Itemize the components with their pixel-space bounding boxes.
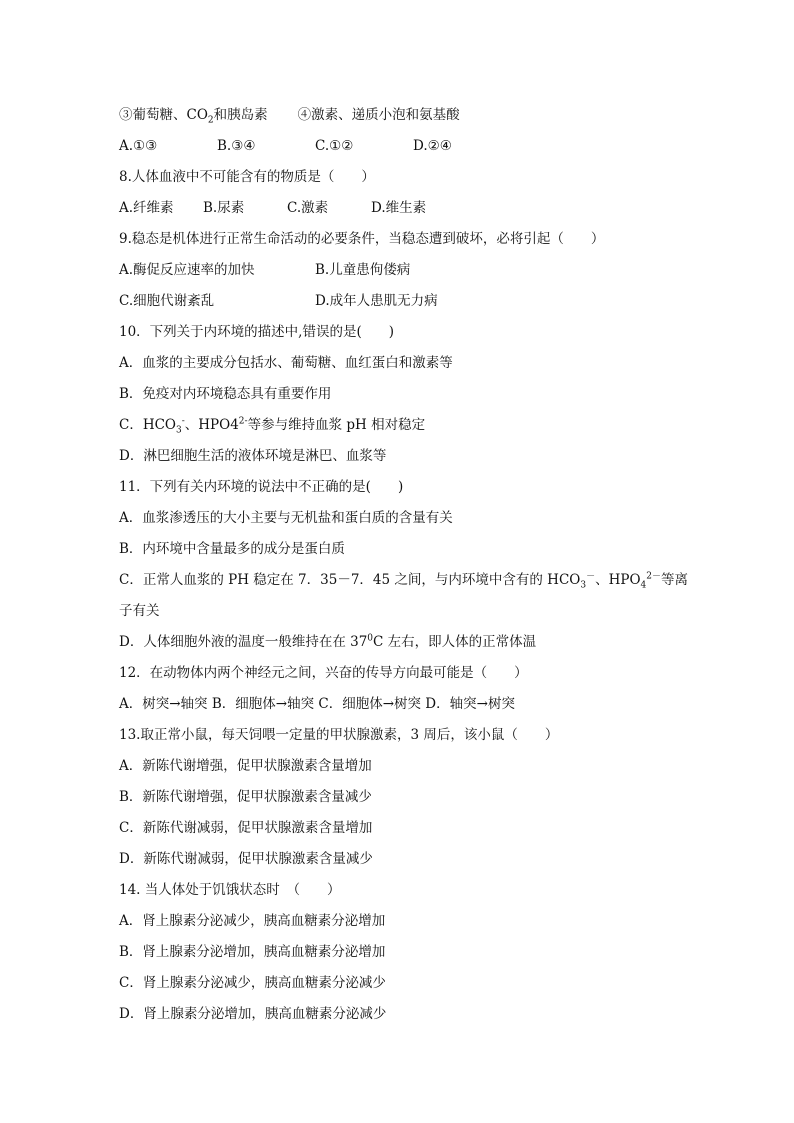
q9-answer-choices-row2 — [119, 286, 679, 317]
choice-d: D.②④ — [413, 138, 452, 154]
q9-stem: 9.稳态是机体进行正常生命活动的必要条件，当稳态遭到破坏，必将引起（ ） — [119, 231, 605, 247]
q8-answer-choices — [119, 193, 679, 224]
q7-options-row-2: ③葡萄糖、$CO_2$和胰岛素 ④激素、递质小泡和氨基酸 — [119, 107, 460, 126]
q14-choice-a: A．肾上腺素分泌减少，胰高血糖素分泌增加 — [119, 913, 386, 929]
q13-choice-d: D．新陈代谢减弱，促甲状腺激素含量减少 — [119, 851, 373, 867]
choice-a: A.纤维素 — [119, 200, 174, 216]
q10-stem: 10．下列关于内环境的描述中,错误的是( ) — [119, 324, 395, 340]
choice-d: D.维生素 — [371, 200, 427, 216]
q11-choice-c: C．正常人血浆的 PH 稳定在 7．35－7．45 之间，与内环境中含有的 $HCO_3^-$、$HPO_4^{2-}$等离 — [119, 571, 689, 591]
choice-b: B.儿童患佝偻病 — [315, 262, 411, 278]
q11-choice-b: B．内环境中含量最多的成分是蛋白质 — [119, 541, 345, 557]
choice-b: B.尿素 — [203, 200, 245, 216]
q14-choice-c: C．肾上腺素分泌减少，胰高血糖素分泌减少 — [119, 975, 386, 991]
q10-choice-d: D．淋巴细胞生活的液体环境是淋巴、血浆等 — [119, 448, 387, 464]
q8-stem: 8.人体血液中不可能含有的物质是（ ） — [119, 169, 375, 185]
q7-answer-choices — [119, 131, 679, 162]
q12-answer-choices: A．树突→轴突 B．细胞体→轴突 C．细胞体→树突 D．轴突→树突 — [119, 696, 515, 712]
choice-d: D.成年人患肌无力病 — [315, 293, 438, 309]
q11-choice-a: A．血浆渗透压的大小主要与无机盐和蛋白质的含量有关 — [119, 510, 453, 526]
q13-stem: 13.取正常小鼠，每天饲喂一定量的甲状腺激素，3 周后，该小鼠（ ） — [119, 727, 559, 743]
q11-choice-c-continued: 子有关 — [119, 603, 160, 619]
choice-a: A.酶促反应速率的加快 — [119, 262, 255, 278]
q10-choice-a: A．血浆的主要成分包括水、葡萄糖、血红蛋白和激素等 — [119, 355, 453, 371]
question-list — [119, 100, 689, 1030]
q10-choice-b: B．免疫对内环境稳态具有重要作用 — [119, 386, 332, 402]
q13-choice-c: C．新陈代谢减弱，促甲状腺激素含量增加 — [119, 820, 373, 836]
q14-stem: 14. 当人体处于饥饿状态时 （ ） — [119, 882, 341, 898]
choice-c: C.①② — [315, 138, 354, 154]
choice-c: C.激素 — [287, 200, 329, 216]
q11-choice-d: D．人体细胞外液的温度一般维持在在 $37^0C$ 左右，即人体的正常体温 — [119, 633, 537, 650]
q12-stem: 12．在动物体内两个神经元之间，兴奋的传导方向最可能是（ ） — [119, 665, 528, 681]
q13-choice-b: B．新陈代谢增强，促甲状腺激素含量减少 — [119, 789, 372, 805]
q10-choice-c: C．$HCO_3^-$、$HPO4^{2-}$等参与维持血浆 pH 相对稳定 — [119, 416, 426, 436]
q9-answer-choices-row1 — [119, 255, 679, 286]
choice-b: B.③④ — [217, 138, 256, 154]
q14-choice-d: D．肾上腺素分泌增加，胰高血糖素分泌减少 — [119, 1006, 387, 1022]
choice-a: A.①③ — [119, 138, 158, 154]
q14-choice-b: B．肾上腺素分泌增加，胰高血糖素分泌增加 — [119, 944, 386, 960]
choice-c: C.细胞代谢紊乱 — [119, 293, 215, 309]
q11-stem: 11．下列有关内环境的说法中不正确的是( ) — [119, 479, 404, 495]
q13-choice-a: A．新陈代谢增强，促甲状腺激素含量增加 — [119, 758, 372, 774]
